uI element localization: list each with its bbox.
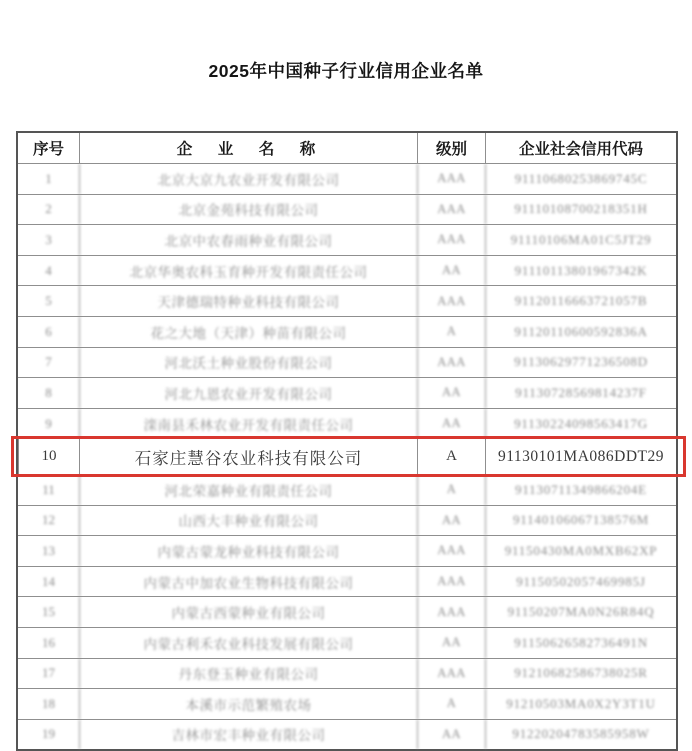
company-name-cell: 北京金苑科技有限公司: [79, 195, 417, 225]
level-cell: AAA: [417, 597, 485, 627]
credit-code-cell: 91120110600592836A: [485, 317, 676, 347]
header-name: 企 业 名 称: [79, 133, 417, 163]
company-name-cell: 内蒙古西蒙种业有限公司: [79, 597, 417, 627]
credit-code-cell: 91150430MA0MXB62XP: [485, 536, 676, 566]
credit-code-cell: 91150626582736491N: [485, 628, 676, 658]
credit-code-cell: 91110113801967342K: [485, 256, 676, 286]
credit-code-cell: 91210682586738025R: [485, 659, 676, 689]
credit-code-cell: 91130629771236508D: [485, 348, 676, 378]
credit-code-cell: 91130224098563417G: [485, 409, 676, 439]
company-name-cell: 本溪市示范繁殖农场: [79, 689, 417, 719]
credit-code-cell: 91110106MA01C5JT29: [485, 225, 676, 255]
table-row: [18, 408, 676, 439]
row-number-cell: 14: [42, 573, 55, 589]
row-number-cell: 3: [45, 231, 52, 247]
credit-enterprise-table: [16, 131, 678, 751]
level-cell: AAA: [417, 659, 485, 689]
credit-code-cell: 91140106067138576M: [485, 506, 676, 536]
row-number-cell: 5: [45, 293, 52, 309]
company-name-cell: 河北沃土种业股份有限公司: [79, 348, 417, 378]
credit-code-cell: 91150502057469985J: [485, 567, 676, 597]
company-name-cell: 丹东登玉种业有限公司: [79, 659, 417, 689]
level-cell: A: [417, 439, 485, 474]
row-number-cell: 6: [45, 323, 52, 339]
table-row: [18, 163, 676, 194]
level-cell: AA: [417, 628, 485, 658]
highlighted-table-row: [18, 438, 676, 474]
credit-code-cell: 91130101MA086DDT29: [485, 439, 676, 474]
level-cell: AAA: [417, 536, 485, 566]
table-row: [18, 505, 676, 536]
row-number-cell: 7: [45, 354, 52, 370]
company-name-cell: 内蒙古中加农业生物科技有限公司: [79, 567, 417, 597]
row-number-cell: 17: [42, 665, 55, 681]
table-row: [18, 316, 676, 347]
credit-code-cell: 91110680253869745C: [485, 164, 676, 194]
credit-code-cell: 91210503MA0X2Y3T1U: [485, 689, 676, 719]
table-row: [18, 194, 676, 225]
row-number-cell: 18: [42, 695, 55, 711]
table-row: [18, 285, 676, 316]
company-name-cell: 石家庄慧谷农业科技有限公司: [79, 439, 417, 474]
table-row: [18, 596, 676, 627]
company-name-cell: 花之大地（天津）种苗有限公司: [79, 317, 417, 347]
level-cell: AA: [417, 409, 485, 439]
company-name-cell: 河北九恩农业开发有限公司: [79, 378, 417, 408]
row-number-cell: 12: [42, 512, 55, 528]
company-name-cell: 滦南县禾林农业开发有限责任公司: [79, 409, 417, 439]
row-number-cell: 1: [45, 170, 52, 186]
company-name-cell: 内蒙古蒙龙种业科技有限公司: [79, 536, 417, 566]
table-header-row: [18, 133, 676, 163]
company-name-cell: 山西大丰种业有限公司: [79, 506, 417, 536]
table-row: [18, 535, 676, 566]
header-no: 序号: [32, 141, 64, 158]
table-row: [18, 658, 676, 689]
table-row: [18, 474, 676, 505]
credit-code-cell: 91110108700218351H: [485, 195, 676, 225]
company-name-cell: 河北荣嘉种业有限责任公司: [79, 475, 417, 505]
row-number-cell: 15: [42, 604, 55, 620]
table-row: [18, 377, 676, 408]
header-level: 级别: [417, 133, 485, 163]
row-number-cell: 13: [42, 542, 55, 558]
credit-code-cell: 91120116663721057B: [485, 286, 676, 316]
credit-code-cell: 91130711349866204E: [485, 475, 676, 505]
company-name-cell: 北京中农春雨种业有限公司: [79, 225, 417, 255]
table-row: [18, 347, 676, 378]
row-number-cell: 11: [42, 481, 55, 497]
table-row: [18, 255, 676, 286]
level-cell: AAA: [417, 286, 485, 316]
row-number-cell: 19: [42, 726, 55, 742]
level-cell: AAA: [417, 348, 485, 378]
level-cell: AAA: [417, 195, 485, 225]
table-row: [18, 719, 676, 750]
table-row: [18, 688, 676, 719]
level-cell: AA: [417, 506, 485, 536]
credit-code-cell: 91130728569814237F: [485, 378, 676, 408]
company-name-cell: 内蒙古利禾农业科技发展有限公司: [79, 628, 417, 658]
header-code: 企业社会信用代码: [485, 133, 676, 163]
table-row: [18, 566, 676, 597]
level-cell: AAA: [417, 164, 485, 194]
row-number-cell: 9: [45, 415, 52, 431]
credit-code-cell: 91150207MA0N26R84Q: [485, 597, 676, 627]
level-cell: A: [417, 475, 485, 505]
row-number-cell: 2: [45, 201, 52, 217]
level-cell: AAA: [417, 567, 485, 597]
level-cell: A: [417, 689, 485, 719]
row-number-cell: 4: [45, 262, 52, 278]
row-number-cell: 10: [18, 439, 79, 474]
table-row: [18, 627, 676, 658]
company-name-cell: 天津德瑞特种业科技有限公司: [79, 286, 417, 316]
credit-code-cell: 91220204783585958W: [485, 720, 676, 750]
level-cell: AA: [417, 256, 485, 286]
company-name-cell: 北京华奥农科玉育种开发有限责任公司: [79, 256, 417, 286]
level-cell: AAA: [417, 225, 485, 255]
level-cell: AA: [417, 378, 485, 408]
page-title: 2025年中国种子行业信用企业名单: [208, 61, 484, 81]
level-cell: AA: [417, 720, 485, 750]
table-row: [18, 224, 676, 255]
row-number-cell: 8: [45, 384, 52, 400]
row-number-cell: 16: [42, 634, 55, 650]
company-name-cell: 吉林市宏丰种业有限公司: [79, 720, 417, 750]
company-name-cell: 北京大京九农业开发有限公司: [79, 164, 417, 194]
level-cell: A: [417, 317, 485, 347]
